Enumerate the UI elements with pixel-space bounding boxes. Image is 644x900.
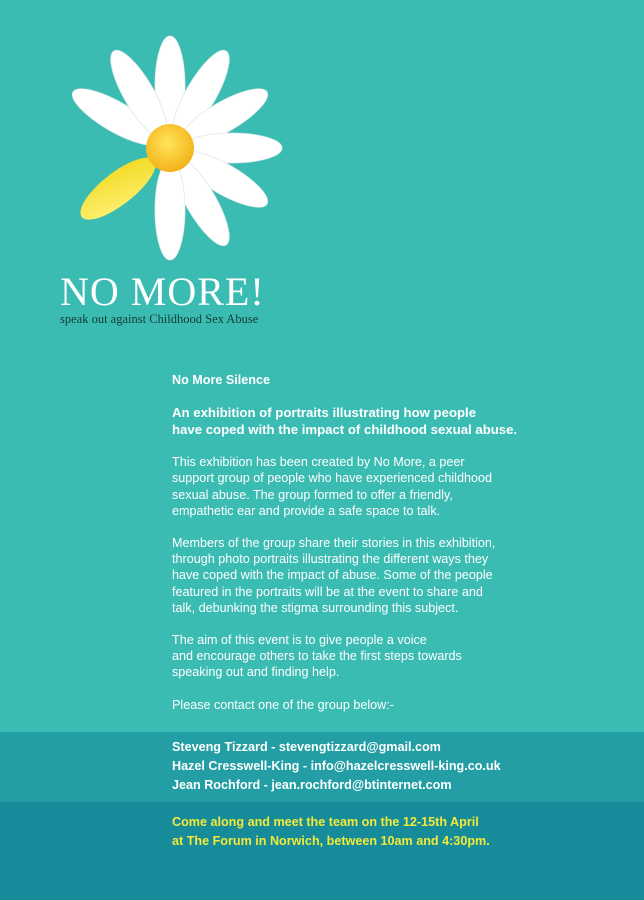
paragraph-line: have coped with the impact of abuse. Some of the people <box>172 568 493 583</box>
subheading-line: have coped with the impact of childhood sexual abuse. <box>172 422 518 438</box>
contacts-list <box>172 738 501 795</box>
article-subheading <box>172 404 572 438</box>
event-info <box>172 813 490 851</box>
logo-title: NO MORE! <box>60 269 265 314</box>
paragraph-line: through photo portraits illustrating the different ways they <box>172 552 489 567</box>
paragraph-about-exhibition <box>172 535 572 616</box>
contact-item[interactable]: Hazel Cresswell-King - info@hazelcresswell-king.co.uk <box>172 759 501 773</box>
paragraph-line: empathetic ear and provide a safe space to talk. <box>172 503 441 518</box>
contact-intro: Please contact one of the group below:- <box>172 697 394 712</box>
daisy-flower-icon <box>52 30 292 270</box>
event-info-line: at The Forum in Norwich, between 10am and 4:30pm. <box>172 834 490 848</box>
paragraph-line: This exhibition has been created by No More, a peer <box>172 455 465 470</box>
logo-tagline: speak out against Childhood Sex Abuse <box>60 312 259 326</box>
paragraph-line: Members of the group share their stories in this exhibition, <box>172 536 496 551</box>
event-info-line: Come along and meet the team on the 12-15th April <box>172 815 479 829</box>
paragraph-line: support group of people who have experienced childhood <box>172 471 492 486</box>
contact-item[interactable]: Steveng Tizzard - stevengtizzard@gmail.com <box>172 740 441 754</box>
paragraph-about-group <box>172 454 572 519</box>
paragraph-line: featured in the portraits will be at the event to share and <box>172 584 483 599</box>
paragraph-line: sexual abuse. The group formed to offer a friendly, <box>172 487 453 502</box>
article-heading: No More Silence <box>172 373 270 387</box>
article <box>172 372 572 729</box>
paragraph-line: The aim of this event is to give people a voice <box>172 633 427 648</box>
paragraph-line: and encourage others to take the first steps towards <box>172 649 462 664</box>
paragraph-line: speaking out and finding help. <box>172 665 340 680</box>
paragraph-aim <box>172 632 572 681</box>
contact-item[interactable]: Jean Rochford - jean.rochford@btinternet.com <box>172 778 452 792</box>
subheading-line: An exhibition of portraits illustrating how people <box>172 405 477 421</box>
paragraph-line: talk, debunking the stigma surrounding this subject. <box>172 600 459 615</box>
